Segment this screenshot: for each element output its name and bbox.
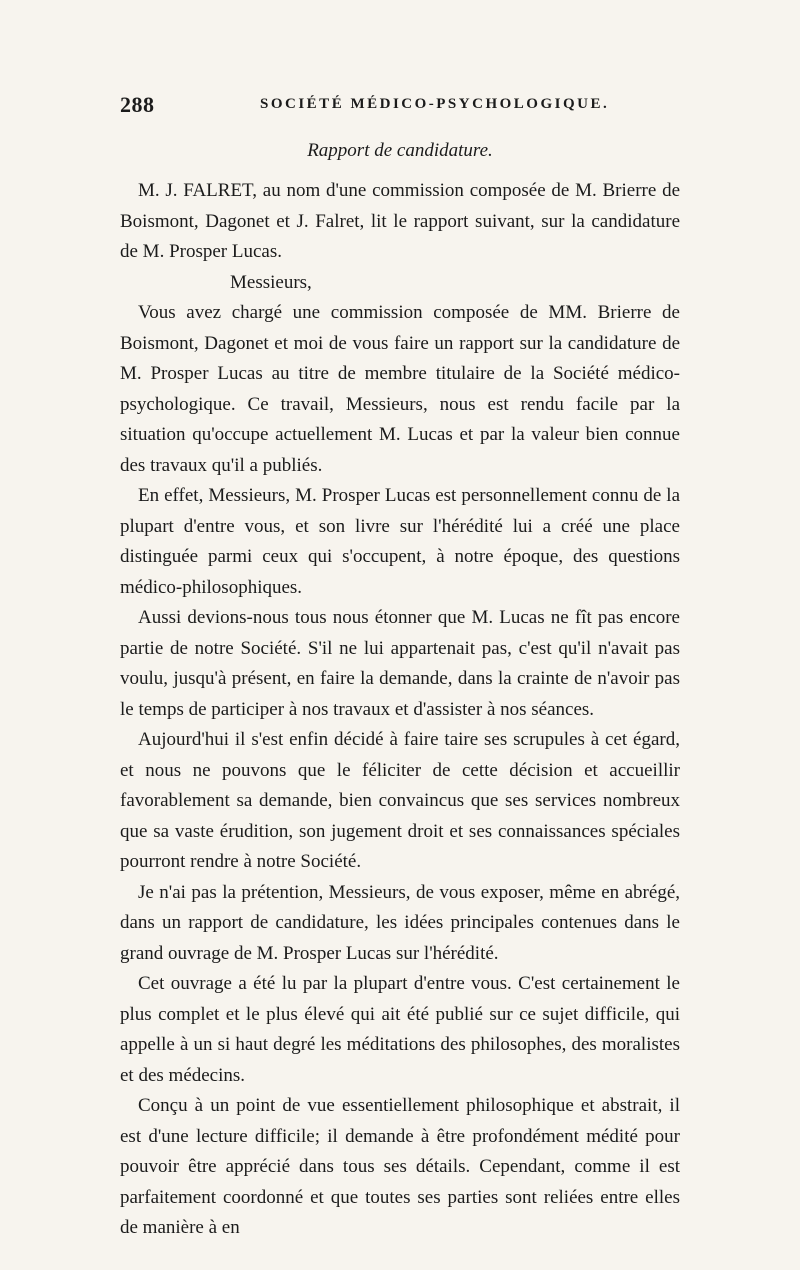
body-paragraph-1: Vous avez chargé une commission composée de MM. Brierre de Boismont, Dagonet et moi de vous faire un rapport sur la candidature de M. Prosper Lucas au titre de membre titulaire de la Société médico-psychologique. Ce travail, Messieurs, nous est rendu facile par la situation qu'occupe actuellement M. Lucas et par la valeur bien connue des travaux qu'il a publiés. [120,302,680,476]
body-paragraph-5: Je n'ai pas la prétention, Messieurs, de vous exposer, même en abrégé, dans un rapport de candidature, les idées principales contenues dans le grand ouvrage de M. Prosper Lucas sur l'hérédité. [120,881,680,964]
running-head [120,92,680,122]
page-number: 288 [120,92,155,117]
body-paragraph-6: Cet ouvrage a été lu par la plupart d'entre vous. C'est certainement le plus complet et le plus élevé qui ait été publié sur ce sujet difficile, qui appelle à un si haut degré les méditations des philosophes, des moralistes et des médecins. [120,973,680,1086]
body-paragraph-7: Conçu à un point de vue essentiellement philosophique et abstrait, il est d'une lecture difficile; il demande à être profondément médité pour pouvoir être apprécié dans tous ses détails. Cependant, comme il est parfaitement coordonné et que toutes ses parties sont reliées entre elles de manière à en [120,1095,680,1238]
intro-paragraph: M. J. FALRET, au nom d'une commission composée de M. Brierre de Boismont, Dagonet et J. Falret, lit le rapport suivant, sur la candidature de M. Prosper Lucas. [120,180,680,262]
salutation: Messieurs, [230,271,312,293]
body-paragraph-3: Aussi devions-nous tous nous étonner que M. Lucas ne fît pas encore partie de notre Société. S'il ne lui appartenait pas, c'est qu'il n'avait pas voulu, jusqu'à présent, en faire la demande, dans la crainte de n'avoir pas le temps de participer à nos travaux et d'assister à nos séances. [120,607,680,720]
page [120,92,680,1244]
section-title: Rapport de candidature. [307,140,493,161]
journal-title: SOCIÉTÉ MÉDICO-PSYCHOLOGIQUE. [260,96,610,112]
body-paragraph-2: En effet, Messieurs, M. Prosper Lucas est personnellement connu de la plupart d'entre vous, et son livre sur l'hérédité lui a créé une place distinguée parmi ceux qui s'occupent, à notre époque, des questions médico-philosophiques. [120,485,680,598]
body-paragraph-4: Aujourd'hui il s'est enfin décidé à faire taire ses scrupules à cet égard, et nous ne pouvons que le féliciter de cette décision et accueillir favorablement sa demande, bien convaincus que ses services nombreux que sa vaste érudition, son jugement droit et ses connaissances spéciales pourront rendre à notre Société. [120,729,680,872]
